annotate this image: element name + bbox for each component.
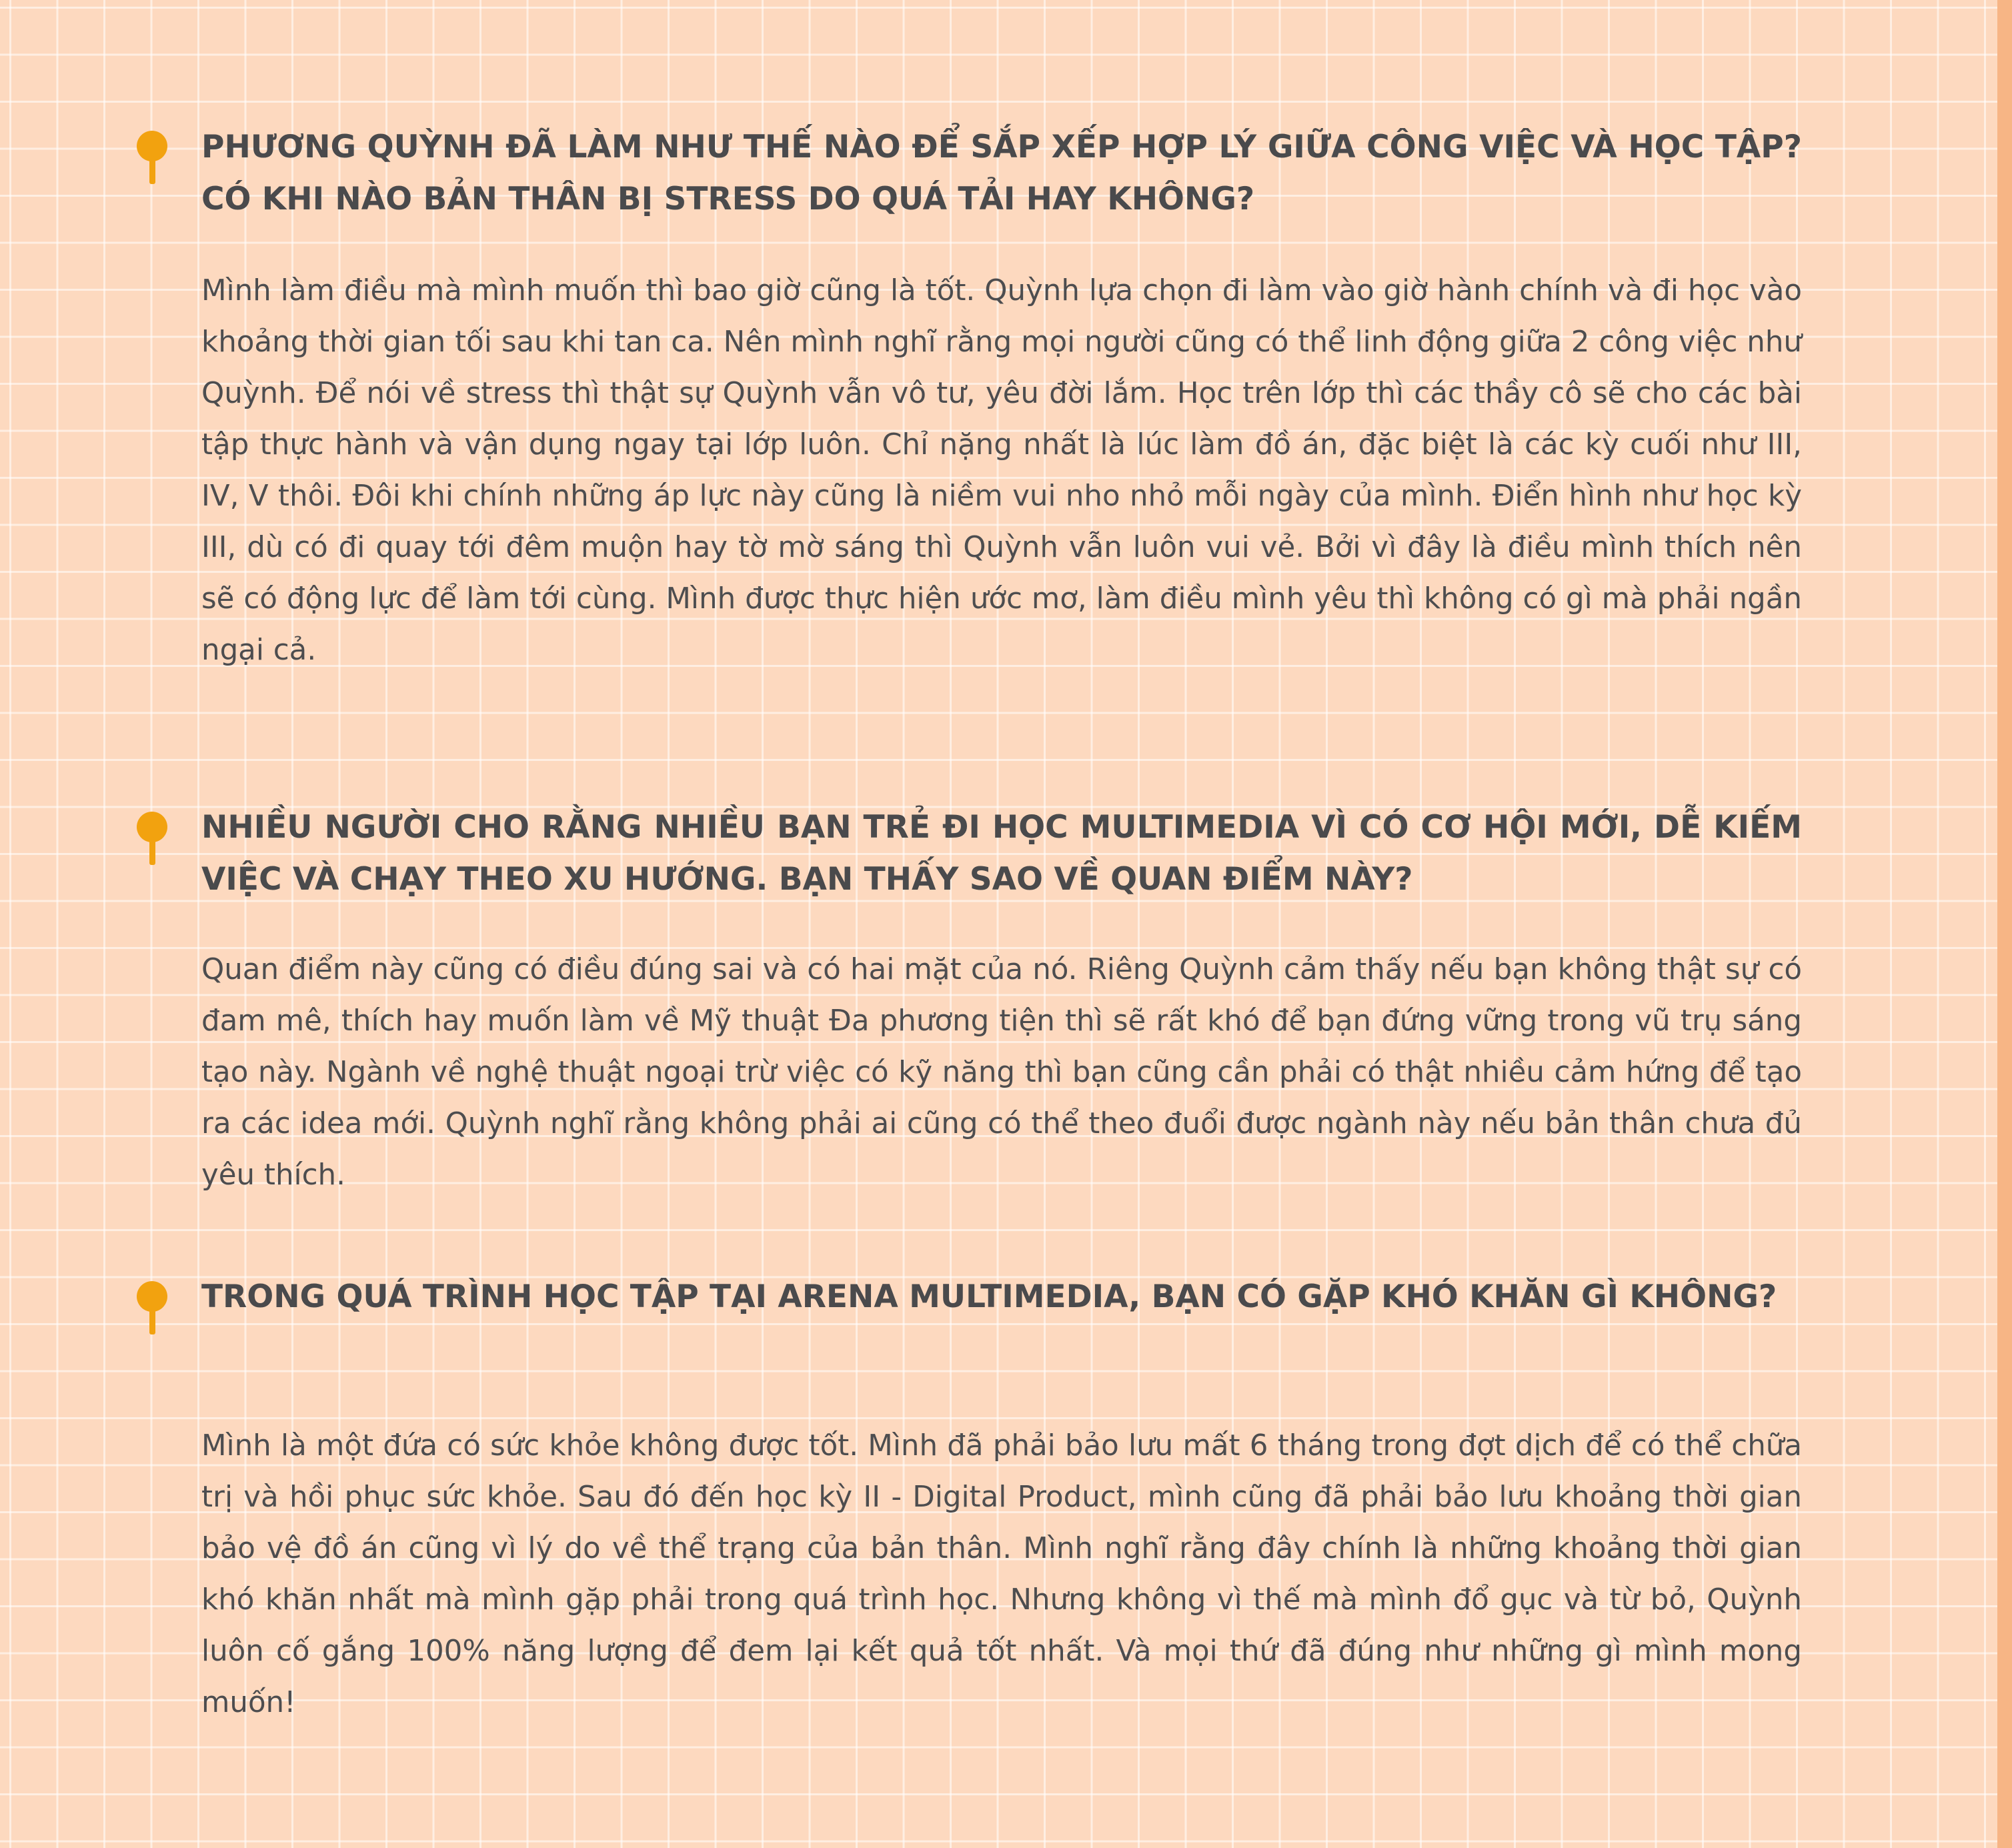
pin-icon [137,812,167,865]
pin-stem [149,156,155,184]
question-heading: PHƯƠNG QUỲNH ĐÃ LÀM NHƯ THẾ NÀO ĐỂ SẮP XẾP HỢP LÝ GIỮA CÔNG VIỆC VÀ HỌC TẬP? CÓ KHI NÀO BẢN THÂN BỊ STRESS DO QUÁ TẢI HAY KHÔNG? [201,129,1802,217]
answer-paragraph: Mình là một đứa có sức khỏe không được tốt. Mình đã phải bảo lưu mất 6 tháng trong đợt dịch để có thể chữa trị và hồi phục sức khỏe. Sau đó đến học kỳ II - Digital Product, mình cũng đã phải bảo lưu khoảng thời gian bảo vệ đồ án cũng vì lý do về thể trạng của bản thân. Mình nghĩ rằng đây chính là những khoảng thời gian khó khăn nhất mà mình gặp phải trong quá trình học. Nhưng không vì thế mà mình đổ gục và từ bỏ, Quỳnh luôn cố gắng 100% năng lượng để đem lại kết quả tốt nhất. Và mọi thứ đã đúng như những gì mình mong muốn! [201,1429,1802,1719]
pin-icon [137,1281,167,1334]
answer-paragraph: Mình làm điều mà mình muốn thì bao giờ cũng là tốt. Quỳnh lựa chọn đi làm vào giờ hành chính và đi học vào khoảng thời gian tối sau khi tan ca. Nên mình nghĩ rằng mọi người cũng có thể linh động giữa 2 công việc như Quỳnh. Để nói về stress thì thật sự Quỳnh vẫn vô tư, yêu đời lắm. Học trên lớp thì các thầy cô sẽ cho các bài tập thực hành và vận dụng ngay tại lớp luôn. Chỉ nặng nhất là lúc làm đồ án, đặc biệt là các kỳ cuối như III, IV, V thôi. Đôi khi chính những áp lực này cũng là niềm vui nho nhỏ mỗi ngày của mình. Điển hình như học kỳ III, dù có đi quay tới đêm muộn hay tờ mờ sáng thì Quỳnh vẫn luôn vui vẻ. Bởi vì đây là điều mình thích nên sẽ có động lực để làm tới cùng. Mình được thực hiện ước mơ, làm điều mình yêu thì không có gì mà phải ngần ngại cả. [201,274,1802,667]
pin-stem [149,1306,155,1334]
answer-paragraph: Quan điểm này cũng có điều đúng sai và có hai mặt của nó. Riêng Quỳnh cảm thấy nếu bạn không thật sự có đam mê, thích hay muốn làm về Mỹ thuật Đa phương tiện thì sẽ rất khó để bạn đứng vững trong vũ trụ sáng tạo này. Ngành về nghệ thuật ngoại trừ việc có kỹ năng thì bạn cũng cần phải có thật nhiều cảm hứng để tạo ra các idea mới. Quỳnh nghĩ rằng không phải ai cũng có thể theo đuổi được ngành này nếu bản thân chưa đủ yêu thích. [201,953,1802,1192]
question-heading: NHIỀU NGƯỜI CHO RẰNG NHIỀU BẠN TRẺ ĐI HỌC MULTIMEDIA VÌ CÓ CƠ HỘI MỚI, DỄ KIẾM VIỆC VÀ CHẠY THEO XU HƯỚNG. BẠN THẤY SAO VỀ QUAN ĐIỂM NÀY? [201,809,1802,898]
pin-stem [149,837,155,865]
pin-icon [137,131,167,184]
question-heading: TRONG QUÁ TRÌNH HỌC TẬP TẠI ARENA MULTIMEDIA, BẠN CÓ GẶP KHÓ KHĂN GÌ KHÔNG? [201,1278,1777,1315]
